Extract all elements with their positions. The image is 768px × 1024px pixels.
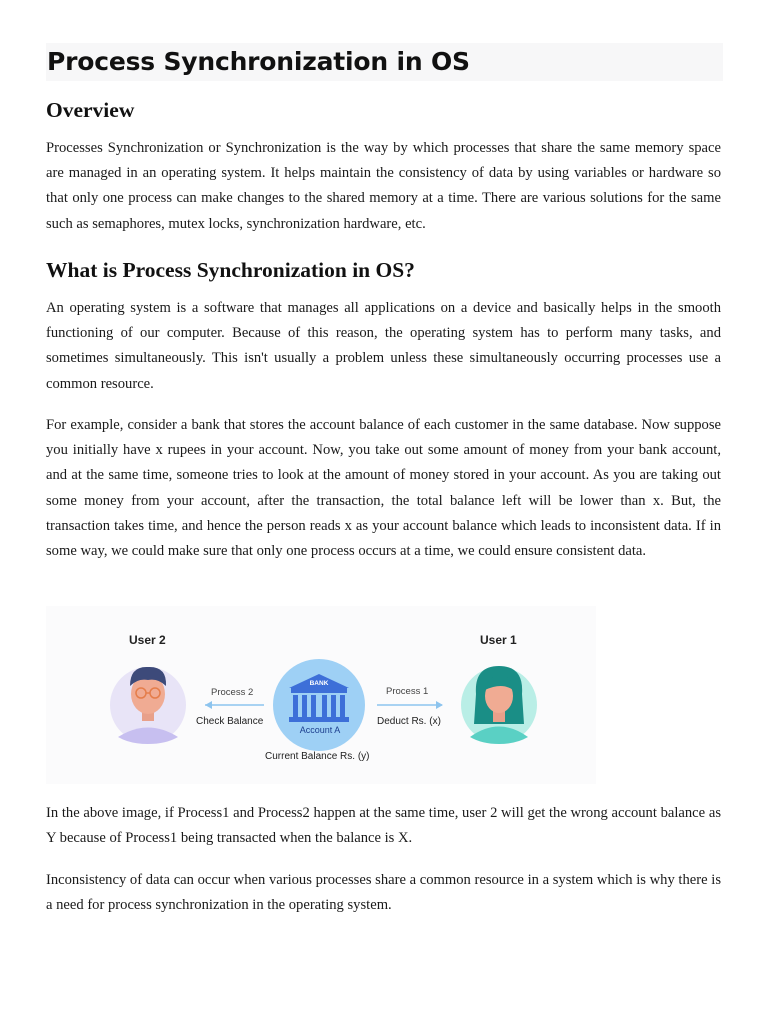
after-image-paragraph-1: In the above image, if Process1 and Process2 happen at the same time, user 2 will get the wrong account balance as Y because of Process1 being transacted when the balance is X. bbox=[46, 805, 721, 847]
overview-heading: Overview bbox=[46, 98, 135, 122]
bank-label: BANK bbox=[309, 680, 329, 687]
user2-label: User 2 bbox=[129, 633, 166, 647]
process2-label: Process 2 bbox=[211, 687, 254, 698]
account-label: Account A bbox=[299, 725, 341, 735]
user2-avatar-icon bbox=[110, 667, 186, 744]
user1-avatar-icon bbox=[461, 666, 537, 744]
current-balance-label: Current Balance Rs. (y) bbox=[265, 751, 370, 762]
overview-paragraph: Processes Synchronization or Synchronization is the way by which processes that share the same memory space are managed in an operating system. It helps maintain the consistency of data by using variables or hardware so that only one process can make changes to the shared memory at a time. There are various solutions for the same such as semaphores, mutex locks, synchronization hardware, etc. bbox=[46, 140, 721, 232]
deduct-label: Deduct Rs. (x) bbox=[377, 716, 441, 727]
bank-synchronization-figure bbox=[46, 606, 596, 784]
bank-icon bbox=[273, 659, 365, 751]
process1-label: Process 1 bbox=[386, 686, 429, 697]
what-is-paragraph-2: For example, consider a bank that stores the account balance of each customer in the same database. Now suppose you initially have x rupees in your account. Now, you take out some amount of money from your bank account, and at the same time, someone tries to look at the amount of money stored in your account. As you are taking out some money from your account, after the transaction, the total balance left will be lower than x. But, the transaction takes time, and hence the person reads x as your account balance which leads to inconsistent data. If in some way, we could make sure that only one process occurs at a time, we could ensure consistent data. bbox=[46, 417, 721, 560]
after-image-paragraph-2: Inconsistency of data can occur when various processes share a common resource in a system which is why there is a need for process synchronization in the operating system. bbox=[46, 872, 721, 914]
bank-diagram bbox=[46, 606, 596, 784]
what-is-paragraph-1: An operating system is a software that manages all applications on a device and basically helps in the smooth functioning of our computer. Because of this reason, the operating system has to perform many tasks, and sometimes simultaneously. This isn't usually a problem unless these simultaneously occurring processes use a common resource. bbox=[46, 300, 721, 392]
right-arrow-icon bbox=[377, 701, 443, 709]
check-balance-label: Check Balance bbox=[196, 716, 264, 727]
left-arrow-icon bbox=[205, 701, 264, 709]
user1-label: User 1 bbox=[480, 633, 517, 647]
page-title: Process Synchronization in OS bbox=[47, 47, 470, 76]
what-is-heading: What is Process Synchronization in OS? bbox=[46, 258, 415, 282]
